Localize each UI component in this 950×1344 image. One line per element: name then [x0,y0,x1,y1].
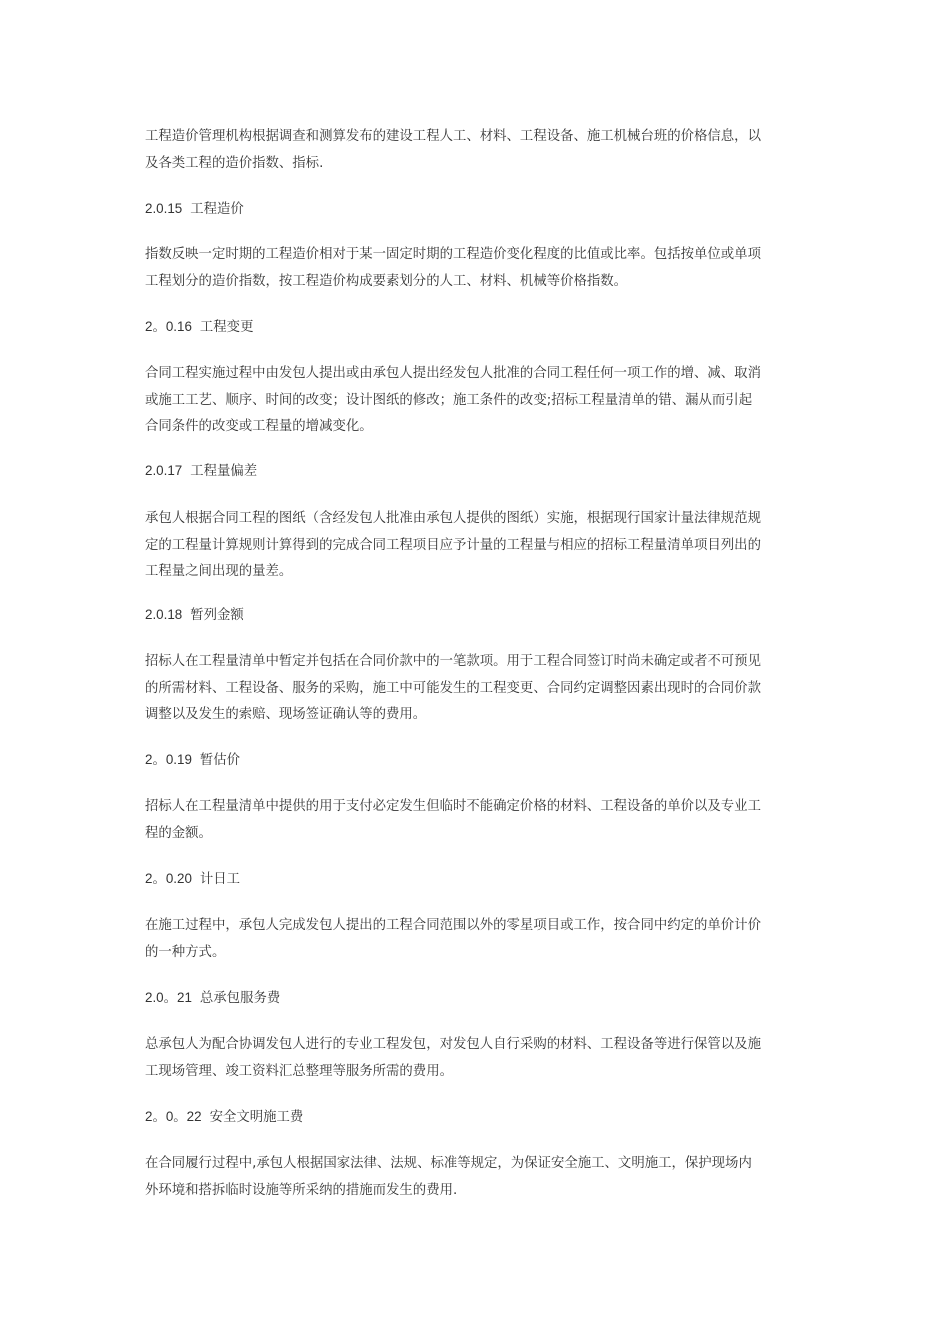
paragraph-line: 定的工程量计算规则计算得到的完成合同工程项目应予计量的工程量与相应的招标工程量清单项目列出的 [145,537,761,553]
paragraph-line: 承包人根据合同工程的图纸（含经发包人批准由承包人提供的图纸）实施，根据现行国家计量法律规范规 [145,511,761,526]
section-number: 2。0。22 [145,1109,202,1124]
section-title: 工程造价 [190,202,244,217]
section-number: 2。0.20 [145,871,192,886]
paragraph-line: 工程划分的造价指数，按工程造价构成要素划分的人工、材料、机械等价格指数。 [145,273,628,289]
section-heading-2-0-16 [145,314,810,341]
section-heading-2-0-17 [145,458,810,485]
section-number: 2.0.17 [145,463,183,478]
paragraph-line: 及各类工程的造价指数、指标. [145,155,324,171]
paragraph-line: 外环境和搭拆临时设施等所采纳的措施而发生的费用. [145,1182,458,1198]
section-number: 2。0.19 [145,752,192,767]
paragraph-line: 的所需材料、工程设备、服务的采购，施工中可能发生的工程变更、合同约定调整因素出现时的合同价款 [145,680,761,696]
paragraph-2-0-15 [145,242,810,295]
paragraph-line: 的一种方式。 [145,944,226,960]
paragraph-2-0-22 [145,1151,810,1204]
section-number: 2.0.18 [145,607,183,622]
section-title: 工程量偏差 [190,464,258,479]
section-title: 工程变更 [199,320,254,335]
section-heading-2-0-22 [145,1104,810,1131]
paragraph-intro [145,124,810,177]
paragraph-line: 总承包人为配合协调发包人进行的专业工程发包，对发包人自行采购的材料、工程设备等进行保管以及施 [145,1037,761,1052]
paragraph-2-0-16 [145,361,810,441]
paragraph-line: 招标人在工程量清单中提供的用于支付必定发生但临时不能确定价格的材料、工程设备的单价以及专业工 [145,799,761,814]
section-number: 2.0。21 [145,990,192,1005]
paragraph-line: 招标人在工程量清单中暂定并包括在合同价款中的一笔款项。用于工程合同签订时尚未确定或者不可预见 [145,654,761,669]
section-number: 2.0.15 [145,201,183,216]
paragraph-line: 合同工程实施过程中由发包人提出或由承包人提出经发包人批准的合同工程任何一项工作的增、减、取消 [145,366,761,381]
paragraph-line: 工程量之间出现的量差。 [145,564,293,579]
paragraph-line: 在施工过程中，承包人完成发包人提出的工程合同范围以外的零星项目或工作，按合同中约定的单价计价 [145,918,761,933]
paragraph-2-0-19 [145,794,810,847]
section-heading-2-0-20 [145,866,810,893]
section-title: 计日工 [199,872,241,887]
paragraph-line: 调整以及发生的索赔、现场签证确认等的费用。 [145,707,427,722]
section-number: 2。0.16 [145,319,192,334]
paragraph-line: 程的金额。 [145,825,212,841]
paragraph-line: 工现场管理、竣工资料汇总整理等服务所需的费用。 [145,1063,453,1079]
paragraph-2-0-21 [145,1032,810,1085]
section-title: 安全文明施工费 [209,1110,304,1125]
section-heading-2-0-15 [145,196,810,223]
paragraph-line: 合同条件的改变或工程量的增减变化。 [145,419,373,434]
paragraph-line: 或施工工艺、顺序、时间的改变；设计图纸的修改；施工条件的改变;招标工程量清单的错、漏从而引起 [145,392,753,408]
paragraph-line: 工程造价管理机构根据调查和测算发布的建设工程人工、材料、工程设备、施工机械台班的价格信息，以 [145,129,761,144]
paragraph-2-0-20 [145,913,810,966]
section-title: 暂估价 [199,753,241,768]
paragraph-line: 在合同履行过程中,承包人根据国家法律、法规、标准等规定，为保证安全施工、文明施工，保护现场内 [145,1156,752,1171]
paragraph-2-0-17 [145,506,810,586]
paragraph-line: 指数反映一定时期的工程造价相对于某一固定时期的工程造价变化程度的比值或比率。包括按单位或单项 [145,247,761,262]
section-title: 暂列金额 [190,608,244,623]
section-heading-2-0-19 [145,747,810,774]
section-heading-2-0-18 [145,602,810,629]
section-title: 总承包服务费 [199,991,281,1006]
section-heading-2-0-21 [145,985,810,1012]
paragraph-2-0-18 [145,649,810,729]
